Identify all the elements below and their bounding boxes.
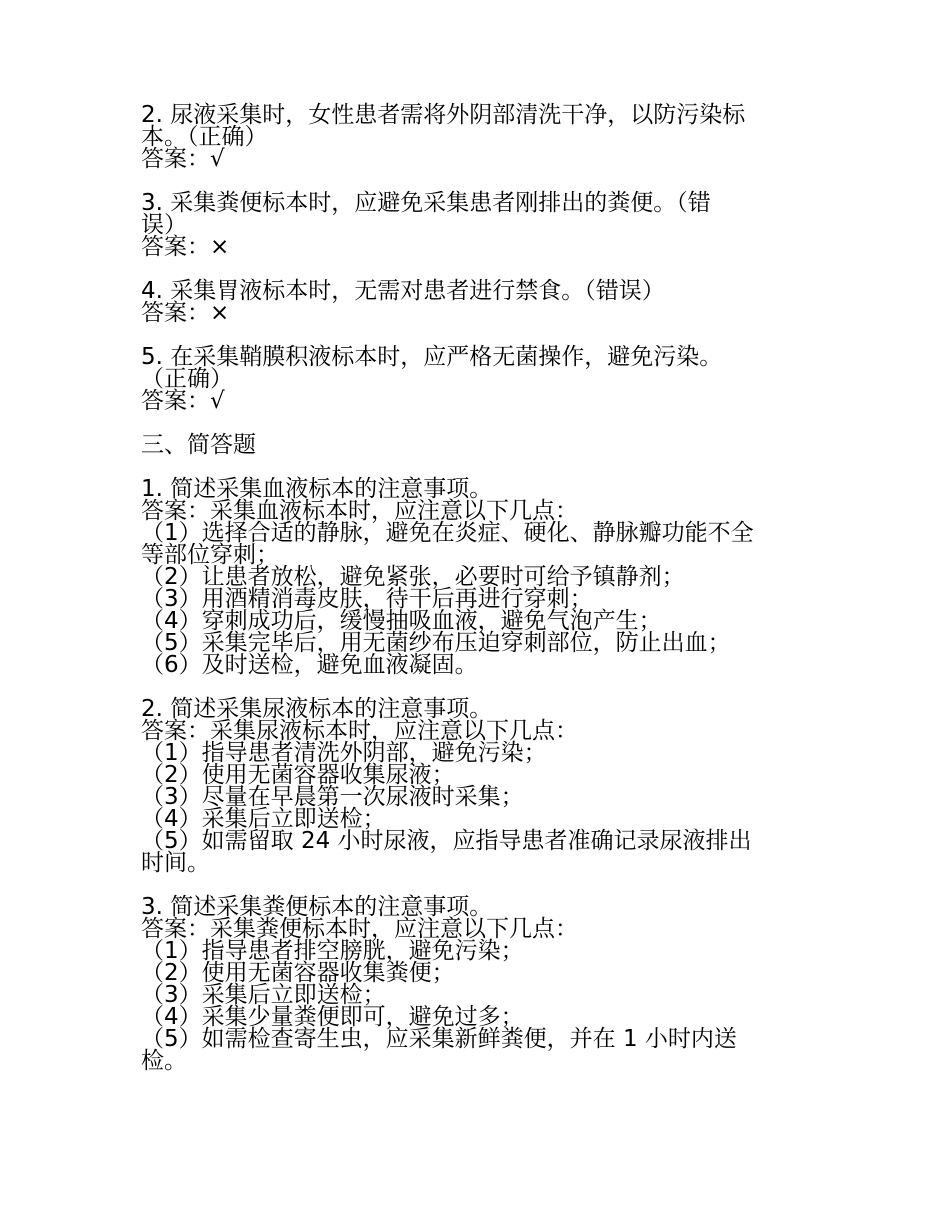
answer-line: （2）使用无菌容器收集粪便； [141, 960, 455, 986]
answer-line: 答案：采集尿液标本时，应注意以下几点： [141, 718, 578, 744]
answer-line: （1）指导患者清洗外阴部，避免污染； [141, 740, 547, 766]
answer-line: 时间。 [141, 850, 210, 876]
short-answer-question: 3. 简述采集粪便标本的注意事项。 [141, 894, 493, 920]
section-heading: 三、简答题 [141, 432, 256, 458]
question-text-line: 误） [141, 212, 187, 238]
answer-text: 答案：√ [141, 146, 225, 172]
question-text-line: 4. 采集胃液标本时，无需对患者进行禁食。（错误） [141, 278, 665, 304]
answer-line: （6）及时送检，避免血液凝固。 [141, 652, 478, 678]
tf-question-3 [141, 192, 801, 258]
question-text-line: 3. 采集粪便标本时，应避免采集患者刚排出的粪便。（错 [141, 190, 711, 216]
answer-line: （1）选择合适的静脉，避免在炎症、硬化、静脉瓣功能不全 [141, 520, 754, 546]
tf-question-5 [141, 346, 801, 412]
question-text-line: 本。（正确） [141, 124, 268, 150]
tf-question-2 [141, 104, 801, 170]
section-heading-block [141, 434, 801, 456]
answer-line: （1）指导患者排空膀胱，避免污染； [141, 938, 524, 964]
question-text-line: 2. 尿液采集时，女性患者需将外阴部清洗干净，以防污染标 [141, 102, 746, 128]
answer-line: （5）如需留取 24 小时尿液，应指导患者准确记录尿液排出 [141, 828, 752, 854]
answer-text: 答案：√ [141, 388, 225, 414]
answer-line: 等部位穿刺； [141, 542, 279, 568]
short-answer-question: 1. 简述采集血液标本的注意事项。 [141, 476, 493, 502]
answer-line: （2）使用无菌容器收集尿液； [141, 762, 455, 788]
question-text-line: （正确） [141, 366, 233, 392]
short-answer-2 [141, 698, 801, 874]
answer-line: （4）采集少量粪便即可，避免过多； [141, 1004, 524, 1030]
answer-line: （5）如需检查寄生虫，应采集新鲜粪便，并在 1 小时内送 [141, 1026, 737, 1052]
answer-line: 答案：采集粪便标本时，应注意以下几点： [141, 916, 578, 942]
answer-line: （3）尽量在早晨第一次尿液时采集； [141, 784, 524, 810]
answer-text: 答案：× [141, 234, 230, 260]
answer-line: （4）采集后立即送检； [141, 806, 386, 832]
answer-line: （2）让患者放松，避免紧张，必要时可给予镇静剂； [141, 564, 685, 590]
answer-line: （3）用酒精消毒皮肤，待干后再进行穿刺； [141, 586, 593, 612]
answer-text: 答案：× [141, 300, 230, 326]
document-page [141, 104, 801, 1094]
short-answer-3 [141, 896, 801, 1072]
short-answer-1 [141, 478, 801, 676]
tf-question-4 [141, 280, 801, 324]
answer-line: 检。 [141, 1048, 187, 1074]
answer-line: （5）采集完毕后，用无菌纱布压迫穿刺部位，防止出血； [141, 630, 731, 656]
question-text-line: 5. 在采集鞘膜积液标本时，应严格无菌操作，避免污染。 [141, 344, 723, 370]
answer-line: （3）采集后立即送检； [141, 982, 386, 1008]
answer-line: 答案：采集血液标本时，应注意以下几点： [141, 498, 578, 524]
answer-line: （4）穿刺成功后，缓慢抽吸血液，避免气泡产生； [141, 608, 662, 634]
short-answer-question: 2. 简述采集尿液标本的注意事项。 [141, 696, 493, 722]
